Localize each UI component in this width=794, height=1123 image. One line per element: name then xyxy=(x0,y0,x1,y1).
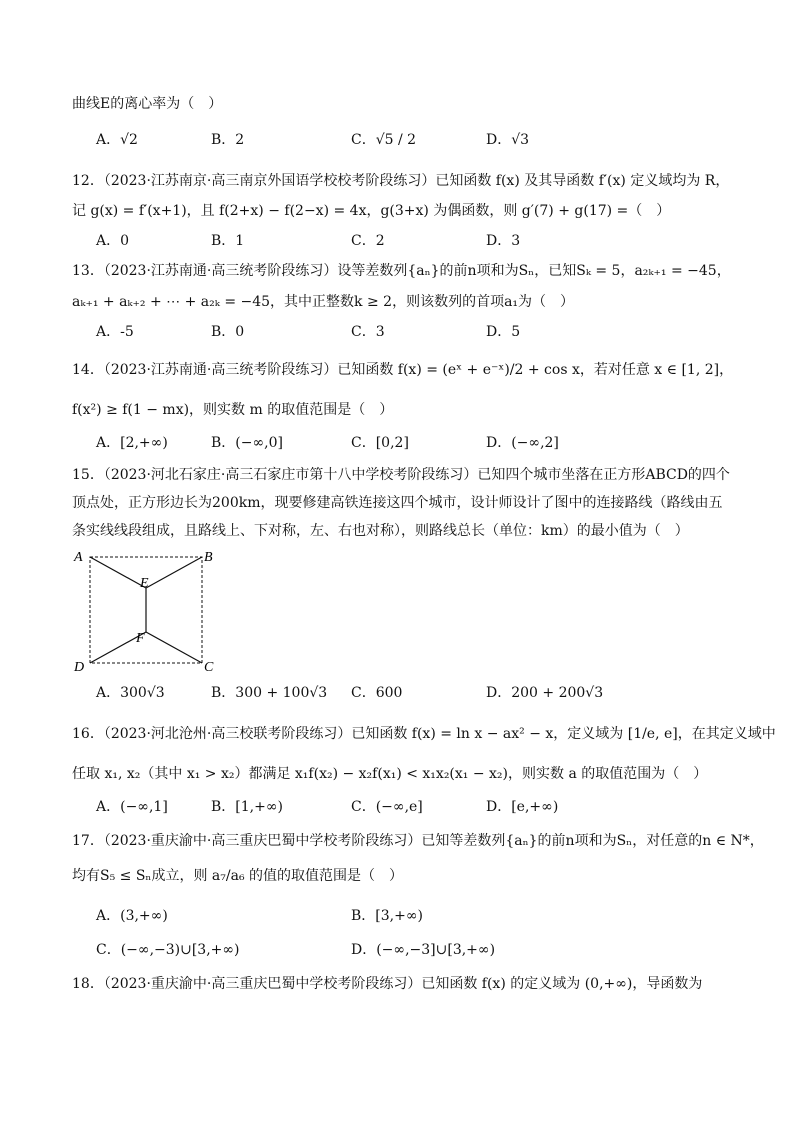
option-d: D．(−∞,−3]∪[3,+∞) xyxy=(351,942,496,958)
option-a: A．300√3 xyxy=(96,685,165,701)
label-a: A xyxy=(74,550,83,565)
question-11-tail: 曲线E的离心率为（ ） xyxy=(72,96,223,112)
option-b: B．[1,+∞) xyxy=(211,799,283,815)
question-15-options xyxy=(96,683,736,705)
question-18-line-1: 18．（2023·重庆渝中·高三重庆巴蜀中学校考阶段练习）已知函数 f(x) 的定义域为 (0,+∞)，导函数为 xyxy=(72,976,703,992)
option-c: C．2 xyxy=(351,233,385,249)
label-f: F xyxy=(136,631,145,646)
option-a: A．-5 xyxy=(96,324,134,340)
question-15-line-2: 顶点处，正方形边长为200km，现要修建高铁连接这四个城市，设计师设计了图中的连接路线（路线由五 xyxy=(72,495,723,511)
option-b: B．1 xyxy=(211,233,245,249)
label-b: B xyxy=(204,550,213,565)
question-17-options-row-2 xyxy=(96,940,736,962)
option-a: A．[2,+∞) xyxy=(96,435,168,451)
option-d: D．[e,+∞) xyxy=(486,799,559,815)
option-b: B．300 + 100√3 xyxy=(211,685,328,701)
option-b: B．[3,+∞) xyxy=(351,908,423,924)
question-16-options xyxy=(96,797,736,819)
question-12-line-1: 12．（2023·江苏南京·高三南京外国语学校校考阶段练习）已知函数 f(x) 及其导函数 f′(x) 定义域均为 R， xyxy=(72,173,730,189)
square-route-diagram xyxy=(70,545,230,675)
question-15-line-3: 条实线线段组成，且路线上、下对称，左、右也对称），则路线总长（单位：km）的最小值为（ ） xyxy=(72,523,689,539)
question-14-options xyxy=(96,433,736,455)
option-c: C．600 xyxy=(351,685,403,701)
question-16-line-1: 16．（2023·河北沧州·高三校联考阶段练习）已知函数 f(x) = ln x − ax² − x，定义域为 [1/e, e]，在其定义域中 xyxy=(72,726,776,742)
question-13-line-2: aₖ₊₁ + aₖ₊₂ + ⋯ + a₂ₖ = −45，其中正整数k ≥ 2，则该数列的首项a₁为（ ） xyxy=(72,294,575,310)
option-d: D．√3 xyxy=(486,132,530,148)
question-16-line-2: 任取 x₁, x₂（其中 x₁ > x₂）都满足 x₁f(x₂) − x₂f(x₁) < x₁x₂(x₁ − x₂)，则实数 a 的取值范围为（ ） xyxy=(72,766,708,782)
option-c: C．[0,2] xyxy=(351,435,409,451)
option-c: C．(−∞,−3)∪[3,+∞) xyxy=(96,942,240,958)
option-b: B．(−∞,0] xyxy=(211,435,283,451)
option-d: D．200 + 200√3 xyxy=(486,685,604,701)
route-be xyxy=(146,557,202,588)
route-fc xyxy=(146,632,202,663)
option-a: A．0 xyxy=(96,233,130,249)
label-c: C xyxy=(204,660,214,675)
question-12-line-2: 记 g(x) = f′(x+1)，且 f(2+x) − f(2−x) = 4x，g(3+x) 为偶函数，则 g′(7) + g(17) =（ ） xyxy=(72,203,671,219)
option-a: A．√2 xyxy=(96,132,138,148)
question-17-line-1: 17．（2023·重庆渝中·高三重庆巴蜀中学校考阶段练习）已知等差数列{aₙ}的前n项和为Sₙ，对任意的n ∈ N*， xyxy=(72,833,764,849)
option-c: C．√5 / 2 xyxy=(351,132,417,148)
question-14-line-2: f(x²) ≥ f(1 − mx)，则实数 m 的取值范围是（ ） xyxy=(72,402,394,418)
question-13-options xyxy=(96,322,736,344)
option-b: B．2 xyxy=(211,132,245,148)
option-a: A．(3,+∞) xyxy=(96,908,168,924)
route-ae xyxy=(90,557,146,588)
option-d: D．5 xyxy=(486,324,521,340)
option-c: C．(−∞,e] xyxy=(351,799,423,815)
question-12-options xyxy=(96,231,736,253)
option-a: A．(−∞,1] xyxy=(96,799,168,815)
question-13-line-1: 13．（2023·江苏南通·高三统考阶段练习）设等差数列{aₙ}的前n项和为Sₙ，已知Sₖ = 5，a₂ₖ₊₁ = −45， xyxy=(72,263,731,279)
option-b: B．0 xyxy=(211,324,245,340)
question-11-options xyxy=(96,130,736,152)
option-c: C．3 xyxy=(351,324,385,340)
question-17-line-2: 均有S₅ ≤ Sₙ成立，则 a₇/a₆ 的值的取值范围是（ ） xyxy=(72,868,404,884)
question-14-line-1: 14．（2023·江苏南通·高三统考阶段练习）已知函数 f(x) = (eˣ + e⁻ˣ)/2 + cos x，若对任意 x ∈ [1, 2]， xyxy=(72,362,734,378)
option-d: D．3 xyxy=(486,233,521,249)
label-e: E xyxy=(140,576,149,591)
question-15-line-1: 15．（2023·河北石家庄·高三石家庄市第十八中学校考阶段练习）已知四个城市坐落在正方形ABCD的四个 xyxy=(72,467,730,483)
label-d: D xyxy=(74,660,85,675)
question-17-options-row-1 xyxy=(96,906,736,928)
option-d: D．(−∞,2] xyxy=(486,435,559,451)
